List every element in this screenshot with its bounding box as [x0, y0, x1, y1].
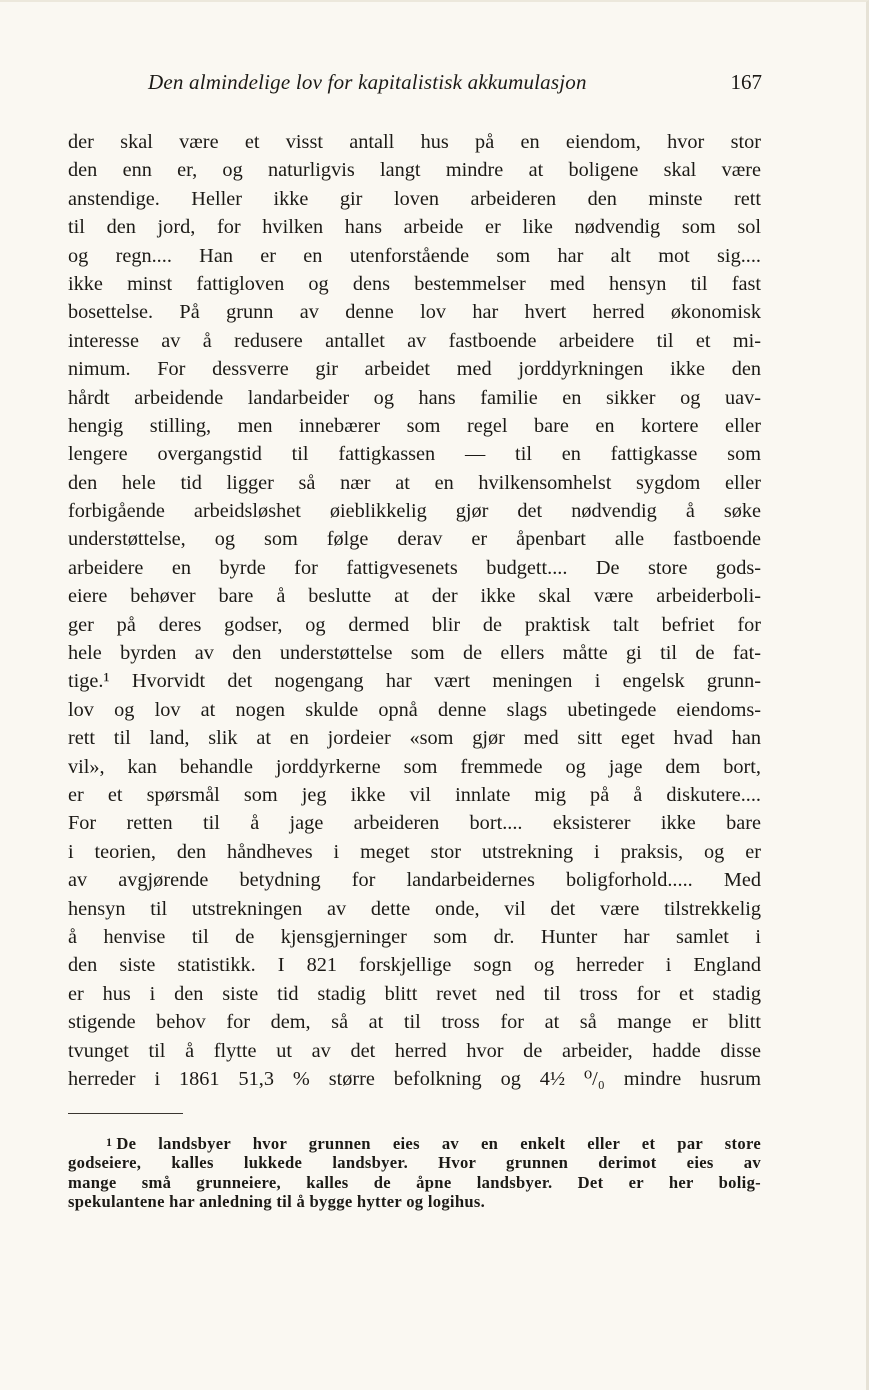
body-line: tvunget til å flytte ut av det herred hvor de arbeider, hadde disse [68, 1039, 761, 1062]
body-line: og regn.... Han er en utenforstående som har alt mot sig.... [68, 244, 761, 267]
footnote-line [68, 1153, 761, 1172]
body-line: rett til land, slik at en jordeier «som gjør med sitt eget hvad han [68, 727, 761, 750]
body-line: lov og lov at nogen skulde opnå denne slags ubetingede eiendoms- [68, 698, 761, 721]
body-line: ikke minst fattigloven og dens bestemmelser med hensyn til fast [68, 272, 761, 295]
footnote-text: mange små grunneiere, kalles de åpne landsbyer. Det er her bolig- [68, 1172, 761, 1192]
footnote-rule [68, 1113, 183, 1114]
footnote-line [68, 1192, 761, 1211]
footnote [68, 1133, 761, 1212]
page-header [70, 70, 762, 100]
body-line: lengere overgangstid til fattigkassen — til en fattigkasse som [68, 443, 761, 466]
body-line: der skal være et visst antall hus på en eiendom, hvor stor [68, 131, 761, 153]
body-line: av avgjørende betydning for landarbeidernes boligforhold..... Med [68, 869, 761, 892]
body-line: anstendige. Heller ikke gir loven arbeideren den minste rett [68, 187, 761, 210]
body-line: forbigående arbeidsløshet øieblikkelig gjør det nødvendig å søke [68, 500, 761, 523]
body-line: ger på deres godser, og dermed blir de praktisk talt befriet for [68, 613, 761, 636]
body-line: understøttelse, og som følge derav er åpenbart alle fastboende [68, 528, 761, 551]
footnote-text: De landsbyer hvor grunnen eies av en enkelt eller et par store [116, 1134, 761, 1153]
body-line: herreder i 1861 51,3 % større befolkning og 4½ ⁰/₀ mindre husrum [68, 1067, 761, 1090]
page-number: 167 [730, 70, 762, 94]
body-line: er hus i den siste tid stadig blitt revet ned til tross for et stadig [68, 982, 761, 1005]
footnote-text: godseiere, kalles lukkede landsbyer. Hvor grunnen derimot eies av [68, 1153, 761, 1173]
body-line: hele byrden av den understøttelse som de ellers måtte gi til de fat- [68, 642, 761, 665]
body-line: stigende behov for dem, så at til tross for at så mange er blitt [68, 1011, 761, 1034]
body-line: hårdt arbeidende landarbeider og hans familie en sikker og uav- [68, 386, 761, 409]
body-line: å henvise til de kjensgjerninger som dr. Hunter har samlet i [68, 925, 761, 948]
body-line: til den jord, for hvilken hans arbeide er like nødvendig som sol [68, 216, 761, 239]
body-line: arbeidere en byrde for fattigvesenets budgett.... De store gods- [68, 556, 761, 579]
body-line: eiere behøver bare å beslutte at der ikke skal være arbeiderboli- [68, 585, 761, 608]
body-line: tige.¹ Hvorvidt det nogengang har vært meningen i engelsk grunn- [68, 670, 761, 693]
body-line: hensyn til utstrekningen av dette onde, vil det være tilstrekkelig [68, 897, 761, 920]
body-line: den siste statistikk. I 821 forskjellige sogn og herreder i England [68, 954, 761, 977]
footnote-line [68, 1133, 761, 1153]
body-line: den enn er, og naturligvis langt mindre at boligene skal være [68, 159, 761, 182]
body-line: For retten til å jage arbeideren bort.... eksisterer ikke bare [68, 812, 761, 835]
body-line: interesse av å redusere antallet av fastboende arbeidere til et mi- [68, 329, 761, 352]
body-line: hengig stilling, men innebærer som regel bare en kortere eller [68, 414, 761, 437]
body-line: bosettelse. På grunn av denne lov har hvert herred økonomisk [68, 301, 761, 324]
footnote-line [68, 1173, 761, 1192]
running-title: Den almindelige lov for kapitalistisk akkumulasjon [148, 70, 587, 94]
body-line: er et spørsmål som jeg ikke vil innlate mig på å diskutere.... [68, 783, 761, 806]
body-line: i teorien, den håndheves i meget stor utstrekning i praksis, og er [68, 840, 761, 863]
footnote-text: spekulantene har anledning til å bygge hytter og logihus. [68, 1192, 486, 1212]
body-line: vil», kan behandle jorddyrkerne som fremmede og jage dem bort, [68, 755, 761, 778]
footnote-marker: 1 [106, 1135, 113, 1149]
body-text [68, 128, 761, 1093]
body-line: nimum. For dessverre gir arbeidet med jorddyrkningen ikke den [68, 358, 761, 381]
body-line: den hele tid ligger så nær at en hvilkensomhelst sygdom eller [68, 471, 761, 494]
